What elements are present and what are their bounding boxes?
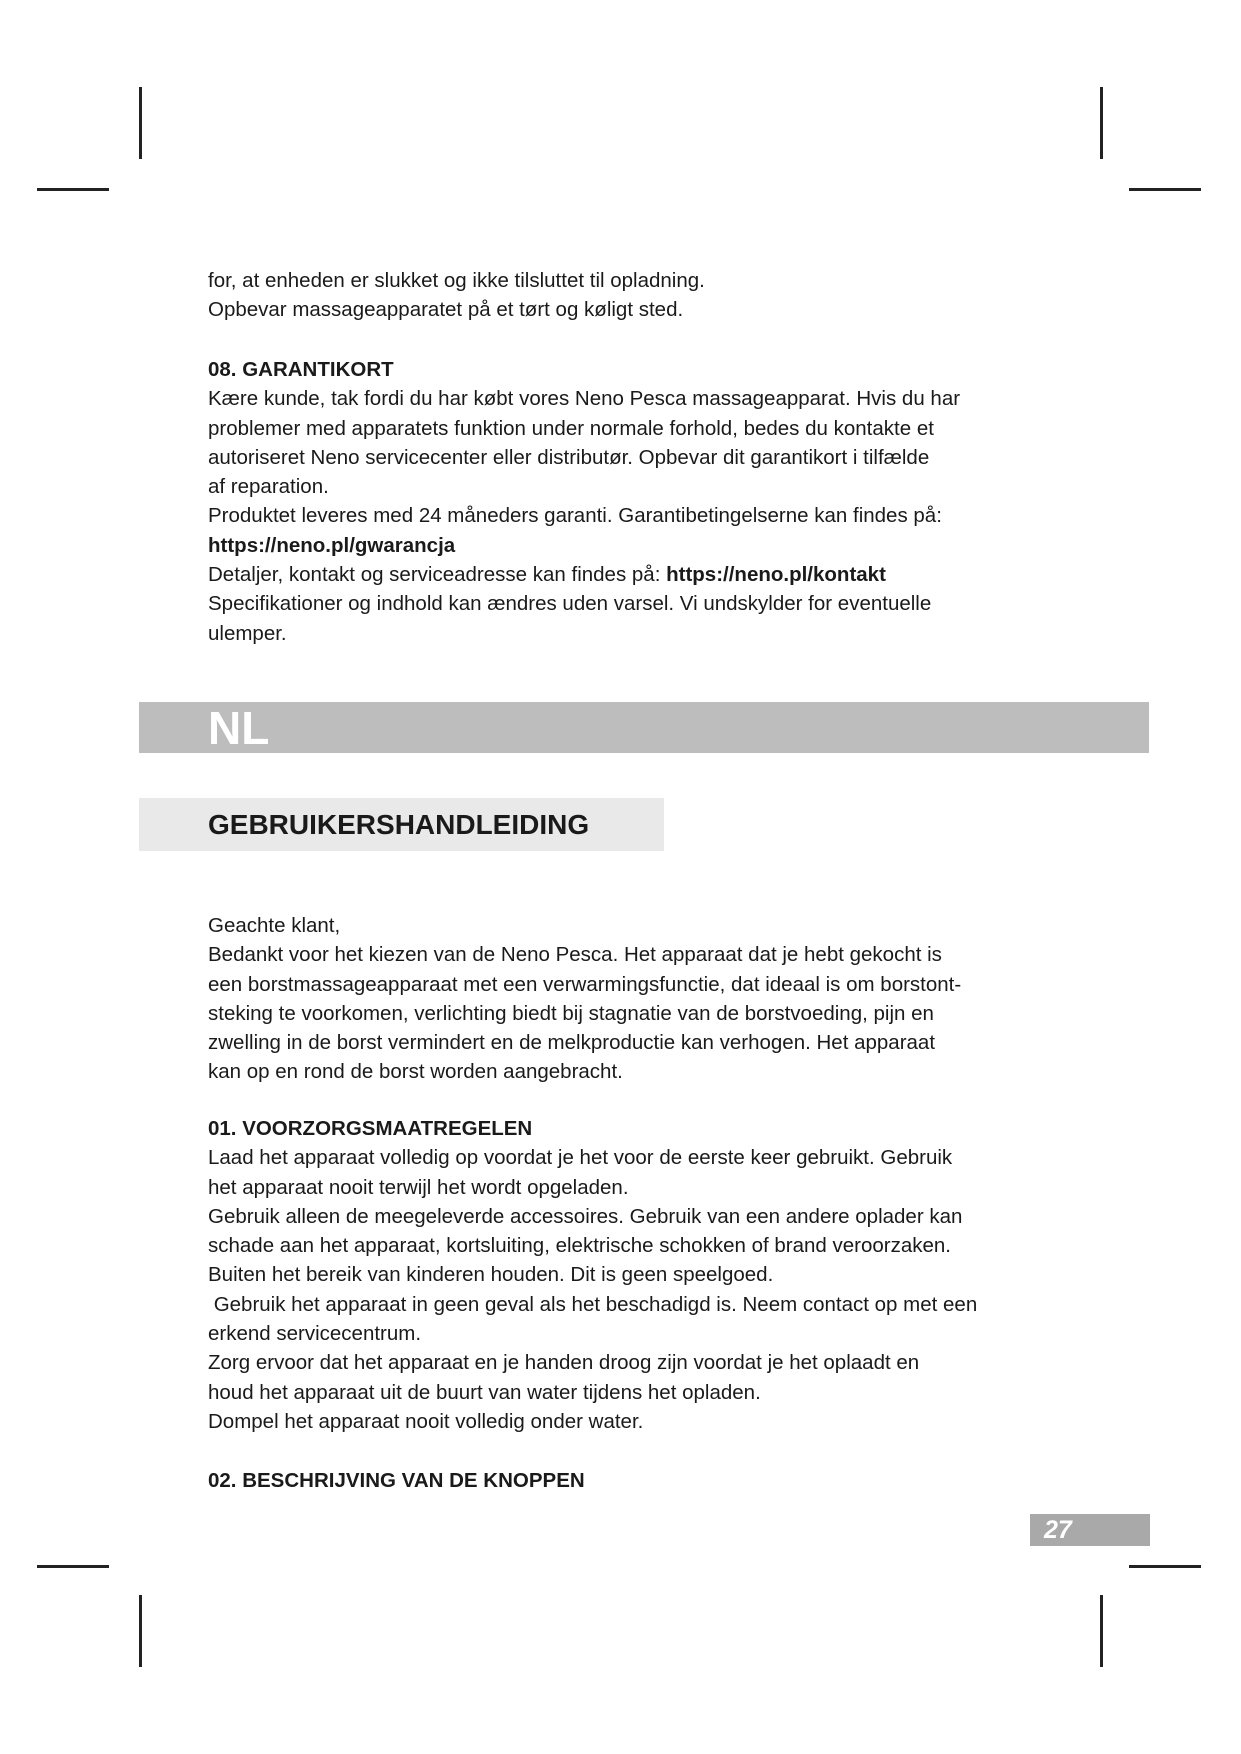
- crop-mark-bottom-right-horizontal: [1129, 1565, 1201, 1568]
- intro-line: kan op en rond de borst worden aangebracht.: [208, 1060, 623, 1084]
- warranty-section: [208, 355, 1058, 648]
- precaution-line: Zorg ervoor dat het apparaat en je handen droog zijn voordat je het oplaadt en: [208, 1351, 920, 1375]
- precaution-line: schade aan het apparaat, kortsluiting, elektrische schokken of brand veroorzaken.: [208, 1234, 951, 1258]
- intro-section: [208, 911, 1058, 1087]
- warranty-line: Kære kunde, tak fordi du har købt vores Neno Pesca massageapparat. Hvis du har: [208, 387, 961, 411]
- language-code: NL: [208, 702, 270, 754]
- warranty-line: af reparation.: [208, 475, 329, 499]
- crop-mark-top-left-horizontal: [37, 188, 109, 191]
- crop-mark-bottom-left-horizontal: [37, 1565, 109, 1568]
- warranty-line: problemer med apparatets funktion under normale forhold, bedes du kontakte et: [208, 416, 934, 440]
- warranty-heading: 08. GARANTIKORT: [208, 358, 394, 381]
- warranty-period: 24 måneders garanti: [418, 504, 607, 528]
- crop-mark-bottom-right-vertical: [1100, 1595, 1103, 1667]
- buttons-section: [208, 1466, 1058, 1495]
- crop-mark-bottom-left-vertical: [139, 1595, 142, 1667]
- product-suffix: . Garantibetingelserne kan findes på:: [606, 504, 942, 528]
- details-prefix: Detaljer, kontakt og serviceadresse kan findes på:: [208, 563, 661, 587]
- precaution-line: Laad het apparaat volledig op voordat je het voor de eerste keer gebruikt. Gebruik: [208, 1146, 953, 1170]
- spec-line: ulemper.: [208, 621, 287, 645]
- intro-line: een borstmassageapparaat met een verwarmingsfunctie, dat ideaal is om borstont-: [208, 972, 962, 996]
- precaution-line: Gebruik alleen de meegeleverde accessoires. Gebruik van een andere oplader kan: [208, 1204, 963, 1228]
- crop-mark-top-right-horizontal: [1129, 188, 1201, 191]
- intro-line: Geachte klant,: [208, 914, 341, 937]
- language-band: [139, 702, 1149, 753]
- precaution-line: Buiten het bereik van kinderen houden. Dit is geen speelgoed.: [208, 1263, 774, 1287]
- intro-line: Bedankt voor het kiezen van de Neno Pesca. Het apparaat dat je hebt gekocht is: [208, 943, 942, 967]
- buttons-heading: 02. BESCHRIJVING VAN DE KNOPPEN: [208, 1469, 585, 1492]
- intro-line: steking te voorkomen, verlichting biedt bij stagnatie van de borstvoeding, pijn en: [208, 1001, 934, 1025]
- precaution-line: Dompel het apparaat nooit volledig onder water.: [208, 1409, 644, 1433]
- precaution-line: erkend servicecentrum.: [208, 1322, 422, 1346]
- crop-mark-top-left-vertical: [139, 87, 142, 159]
- warranty-product-line: [208, 501, 1058, 530]
- details-line: [208, 560, 1058, 589]
- precautions-section: [208, 1114, 1058, 1436]
- warranty-link[interactable]: https://neno.pl/gwarancja: [208, 533, 456, 557]
- crop-mark-top-right-vertical: [1100, 87, 1103, 159]
- paragraph: for, at enheden er slukket og ikke tilsluttet til opladning.: [208, 269, 705, 292]
- spec-line: Specifikationer og indhold kan ændres uden varsel. Vi undskylder for eventuelle: [208, 592, 932, 616]
- precaution-line: Gebruik het apparaat in geen geval als het beschadigd is. Neem contact op met een: [208, 1292, 978, 1316]
- precaution-line: het apparaat nooit terwijl het wordt opgeladen.: [208, 1175, 629, 1199]
- paragraph: Opbevar massageapparatet på et tørt og køligt sted.: [208, 298, 684, 322]
- top-text-block: [208, 266, 1058, 325]
- page-number-badge: [1030, 1514, 1150, 1546]
- page-number: 27: [1044, 1516, 1072, 1544]
- precautions-heading: 01. VOORZORGSMAATREGELEN: [208, 1117, 533, 1140]
- manual-title-band: [139, 798, 664, 851]
- product-prefix: Produktet leveres med: [208, 504, 414, 528]
- intro-line: zwelling in de borst vermindert en de melkproductie kan verhogen. Het apparaat: [208, 1031, 936, 1055]
- precaution-line: houd het apparaat uit de buurt van water tijdens het opladen.: [208, 1380, 761, 1404]
- warranty-line: autoriseret Neno servicecenter eller distributør. Opbevar dit garantikort i tilfælde: [208, 445, 930, 469]
- contact-link[interactable]: https://neno.pl/kontakt: [666, 563, 886, 587]
- manual-title: GEBRUIKERSHANDLEIDING: [208, 809, 590, 840]
